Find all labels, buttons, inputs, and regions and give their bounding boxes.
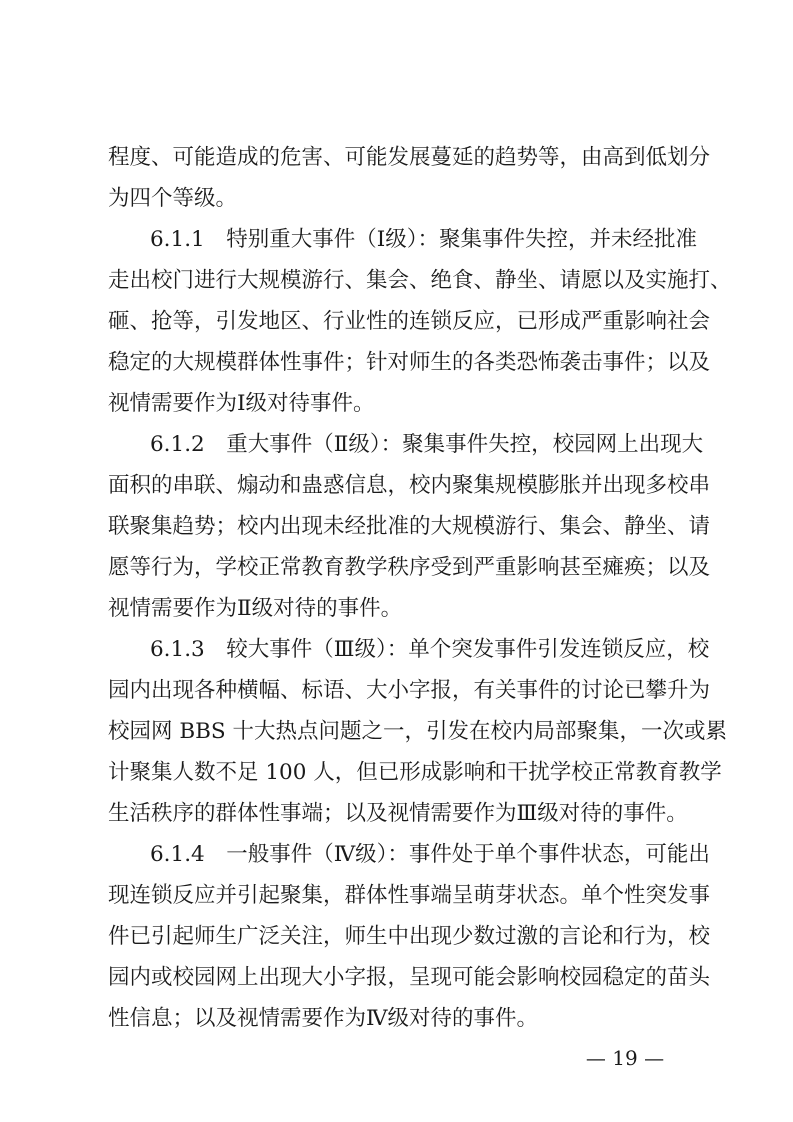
text-line: 园内出现各种横幅、标语、大小字报，有关事件的讨论已攀升为 (108, 678, 711, 703)
page-number: — 19 — (585, 1046, 665, 1070)
text-line: 联聚集趋势；校内出现未经批准的大规模游行、集会、静坐、请 (108, 514, 711, 539)
text-line: 视情需要作为Ⅰ级对待事件。 (108, 391, 375, 416)
text-line: 程度、可能造成的危害、可能发展蔓延的趋势等，由高到低划分 (108, 145, 711, 170)
text-line: 件已引起师生广泛关注，师生中出现少数过激的言论和行为，校 (108, 924, 711, 949)
text-line: 面积的串联、煽动和蛊惑信息，校内聚集规模膨胀并出现多校串 (108, 473, 711, 498)
text-line: 砸、抢等，引发地区、行业性的连锁反应，已形成严重影响社会 (108, 309, 711, 334)
text-line: 愿等行为，学校正常教育教学秩序受到严重影响甚至瘫痪；以及 (108, 555, 711, 580)
text-line: 校园网 BBS 十大热点问题之一，引发在校内局部聚集，一次或累 (108, 719, 727, 744)
text-line: 园内或校园网上出现大小字报，呈现可能会影响校园稳定的苗头 (108, 965, 711, 990)
section-heading-6-1-2: 6.1.2 重大事件（Ⅱ级）：聚集事件失控，校园网上出现大 (150, 432, 704, 457)
text-line: 为四个等级。 (108, 186, 238, 211)
section-heading-6-1-3: 6.1.3 较大事件（Ⅲ级）：单个突发事件引发连锁反应，校 (150, 637, 710, 662)
text-line: 计聚集人数不足 100 人，但已形成影响和干扰学校正常教育教学 (108, 760, 722, 785)
text-line: 现连锁反应并引起聚集，群体性事端呈萌芽状态。单个性突发事 (108, 883, 711, 908)
text-line: 走出校门进行大规模游行、集会、绝食、静坐、请愿以及实施打、 (108, 268, 732, 293)
text-line: 视情需要作为Ⅱ级对待的事件。 (108, 596, 403, 621)
text-line: 稳定的大规模群体性事件；针对师生的各类恐怖袭击事件；以及 (108, 350, 711, 375)
text-line: 生活秩序的群体性事端；以及视情需要作为Ⅲ级对待的事件。 (108, 801, 688, 826)
text-line: 性信息；以及视情需要作为Ⅳ级对待的事件。 (108, 1006, 538, 1031)
section-heading-6-1-4: 6.1.4 一般事件（Ⅳ级）：事件处于单个事件状态，可能出 (150, 842, 710, 867)
section-heading-6-1-1: 6.1.1 特别重大事件（Ⅰ级）：聚集事件失控，并未经批准 (150, 227, 697, 252)
